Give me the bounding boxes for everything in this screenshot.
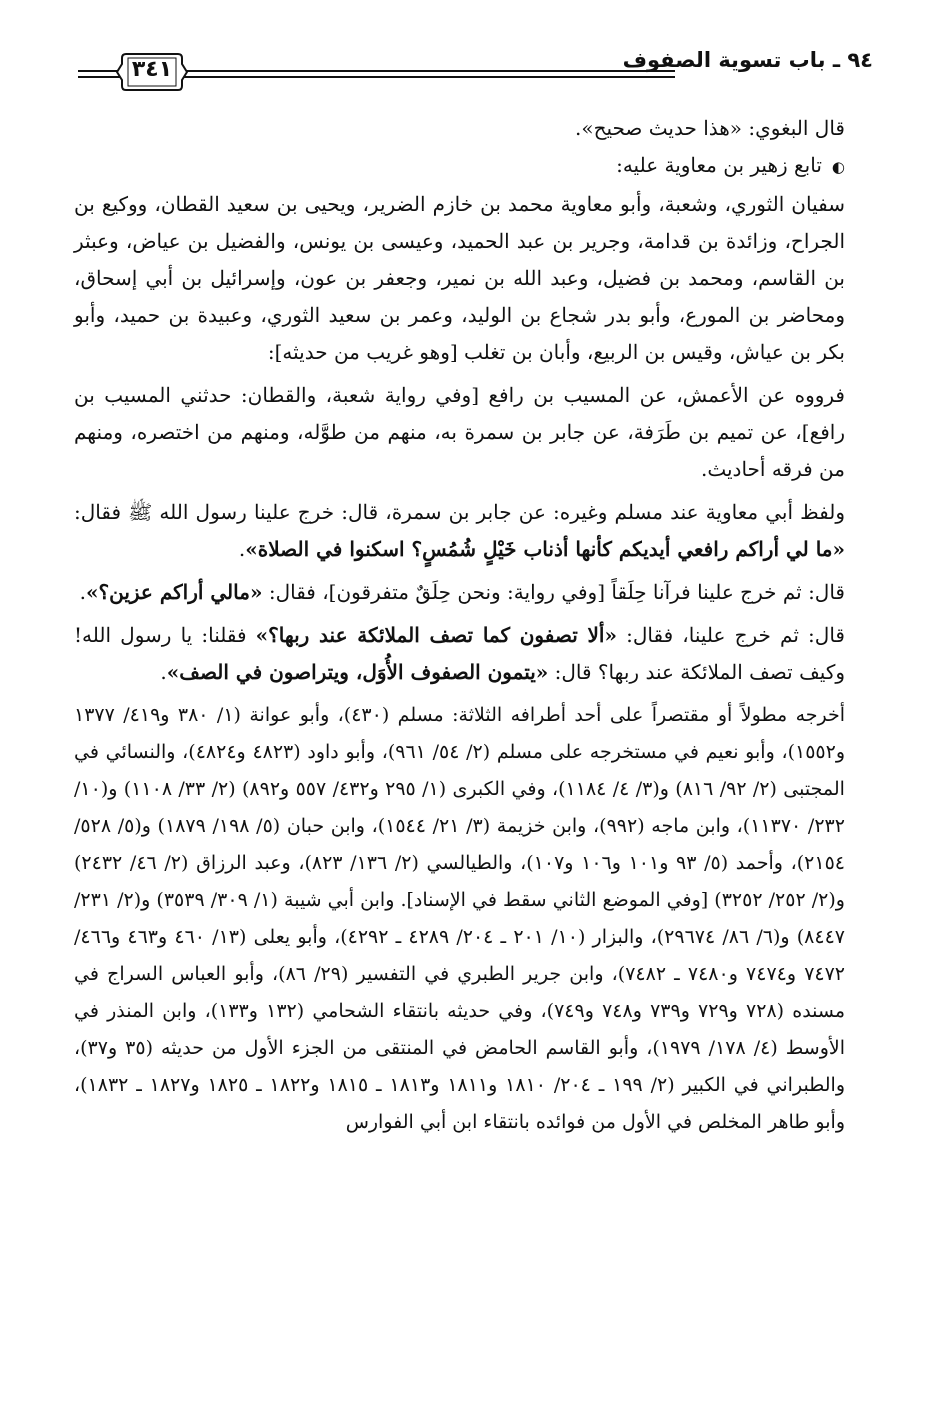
hadith-2-end: . [79,580,86,604]
paragraph-narrators: سفيان الثوري، وشعبة، وأبو معاوية محمد بن خازم الضرير، ويحيى بن سعيد القطان، ووكيع بن الجراح، وزائدة بن قدامة، وجرير بن عبد الحميد، وعيسى بن يونس، والفضيل بن عياض، وعبثر بن القاسم، ومحمد بن فضيل، وعبد الله بن نمير، وجعفر بن عون، وإسرائيل بن أبي إسحاق، ومحاضر بن المورع، وأبو بدر شجاع بن الوليد، وعمر بن سعيد الثوري، وعبيدة بن حميد، وأبو بكر بن عياش، وقيس بن الربيع، وأبان بن تغلب [وهو غريب من حديثه]: [74,192,845,364]
hadith-2-quote: «مالي أراكم عزين؟» [85,580,263,604]
paragraph-hadith-2 [74,574,873,611]
paragraph-takhrij: أخرجه مطولاً أو مقتصراً على أحد أطرافه الثلاثة: مسلم (٤٣٠)، وأبو عوانة (١/ ٣٨٠ و٤١٩/ ١٣٧٧ و١٥٥٢)، وأبو نعيم في مستخرجه على مسلم (٢/ ٥٤/ ٩٦١)، وأبو داود (٤٨٢٣ و٤٨٢٤)، والنسائي في المجتبى (٢/ ٩٢/ ٨١٦) و(٣/ ٤/ ١١٨٤)، وفي الكبرى (١/ ٢٩٥ و٤٣٢/ ٥٥٧ و٨٩٢) (٢/ ٣٣/ ١١٠٨) و(١٠/ ٢٣٢/ ١١٣٧٠)، وابن ماجه (٩٩٢)، وابن خزيمة (٣/ ٢١/ ١٥٤٤)، وابن حبان (٥/ ١٩٨/ ١٨٧٩) و(٥/ ٥٢٨/ ٢١٥٤)، وأحمد (٥/ ٩٣ و١٠١ و١٠٦ و١٠٧)، والطيالسي (٢/ ١٣٦/ ٨٢٣)، وعبد الرزاق (٢/ ٤٦/ ٢٤٣٢) و(٢/ ٢٥٢/ ٣٢٥٢) [وفي الموضع الثاني سقط في الإسناد]. وابن أبي شيبة (١/ ٣٠٩/ ٣٥٣٩) و(٢/ ٢٣١/ ٨٤٤٧) و(٦/ ٨٦/ ٢٩٦٧٤)، والبزار (١٠/ ٢٠١ ـ ٢٠٤/ ٤٢٨٩ ـ ٤٢٩٢)، وأبو يعلى (١٣/ ٤٦٠ و٤٦٣ و٤٦٦/ ٧٤٧٢ و٧٤٧٤ و٧٤٨٠ ـ ٧٤٨٢)، وابن جرير الطبري في التفسير (٢٩/ ٨٦)، وأبو العباس السراج في مسنده (٧٢٨ و٧٢٩ و٧٣٩ و٧٤٨ و٧٤٩)، وفي حديثه بانتقاء الشحامي (١٣٢ و١٣٣)، وابن المنذر في الأوسط (٤/ ١٧٨/ ١٩٧٩)، وأبو القاسم الحامض في المنتقى من الجزء الأول من حديثه (٣٥ و٣٧)، والطبراني في الكبير (٢/ ١٩٩ ـ ٢٠٤/ ١٨١٠ و١٨١١ و١٨١٣ ـ ١٨١٥ و١٨٢٢ ـ ١٨٢٥ و١٨٢٧ ـ ١٨٣٢)، وأبو طاهر المخلص في الأول من فوائده بانتقاء ابن أبي الفوارس [74,704,846,1133]
hadith-3-end: . [160,660,167,684]
paragraph-riwaya: فرووه عن الأعمش، عن المسيب بن رافع [وفي رواية شعبة، والقطان: حدثني المسيب بن رافع]، عن تميم بن طَرَفة، عن جابر بن سمرة به، منهم من طوَّله، ومنهم من اختصره، ومنهم من فرقه أحاديث. [74,383,845,481]
hadith-3-quote-2: «يتمون الصفوف الأُوَل، ويتراصون في الصف» [166,660,549,684]
paragraph-hadith-1 [74,494,873,568]
hadith-3-quote-1: «ألا تصفون كما تصف الملائكة عند ربها؟» [255,623,617,647]
page-body [74,110,873,1147]
bullet-icon: ◐ [831,158,845,176]
hadith-2-intro: قال: ثم خرج علينا فرآنا حِلَقاً [وفي رواية: ونحن حِلَقٌ متفرقون]، فقال: [262,580,845,604]
page-number: ٣٤١ [131,57,173,82]
hadith-1-quote: «ما لي أراكم رافعي أيديكم كأنها أذناب خَيْلٍ شُمُسٍ؟ اسكنوا في الصلاة» [245,537,845,561]
hadith-3-intro: قال: ثم خرج علينا، فقال: [617,623,845,647]
page-number-badge [116,50,188,94]
paragraph-follow-up [74,147,873,186]
header-rule-bottom [182,76,675,78]
paragraph-follow-up-text: تابع زهير بن معاوية عليه: [616,153,822,177]
paragraph-baghawi: قال البغوي: «هذا حديث صحيح». [574,116,845,140]
page-header [78,46,873,98]
hadith-1-intro: ولفظ أبي معاوية عند مسلم وغيره: عن جابر بن سمرة، قال: خرج علينا رسول الله ﷺ فقال: [74,500,845,524]
running-title: ٩٤ ـ باب تسوية الصفوف [622,48,873,72]
paragraph-hadith-3 [74,617,873,691]
hadith-3-middle: فقلنا: يا رسول الله! وكيف تصف الملائكة عند ربها؟ قال: [74,623,845,684]
header-rule-left-top [78,70,120,72]
hadith-1-end: . [238,537,246,561]
header-rule-left-bottom [78,76,120,78]
header-rule-top [182,70,675,72]
